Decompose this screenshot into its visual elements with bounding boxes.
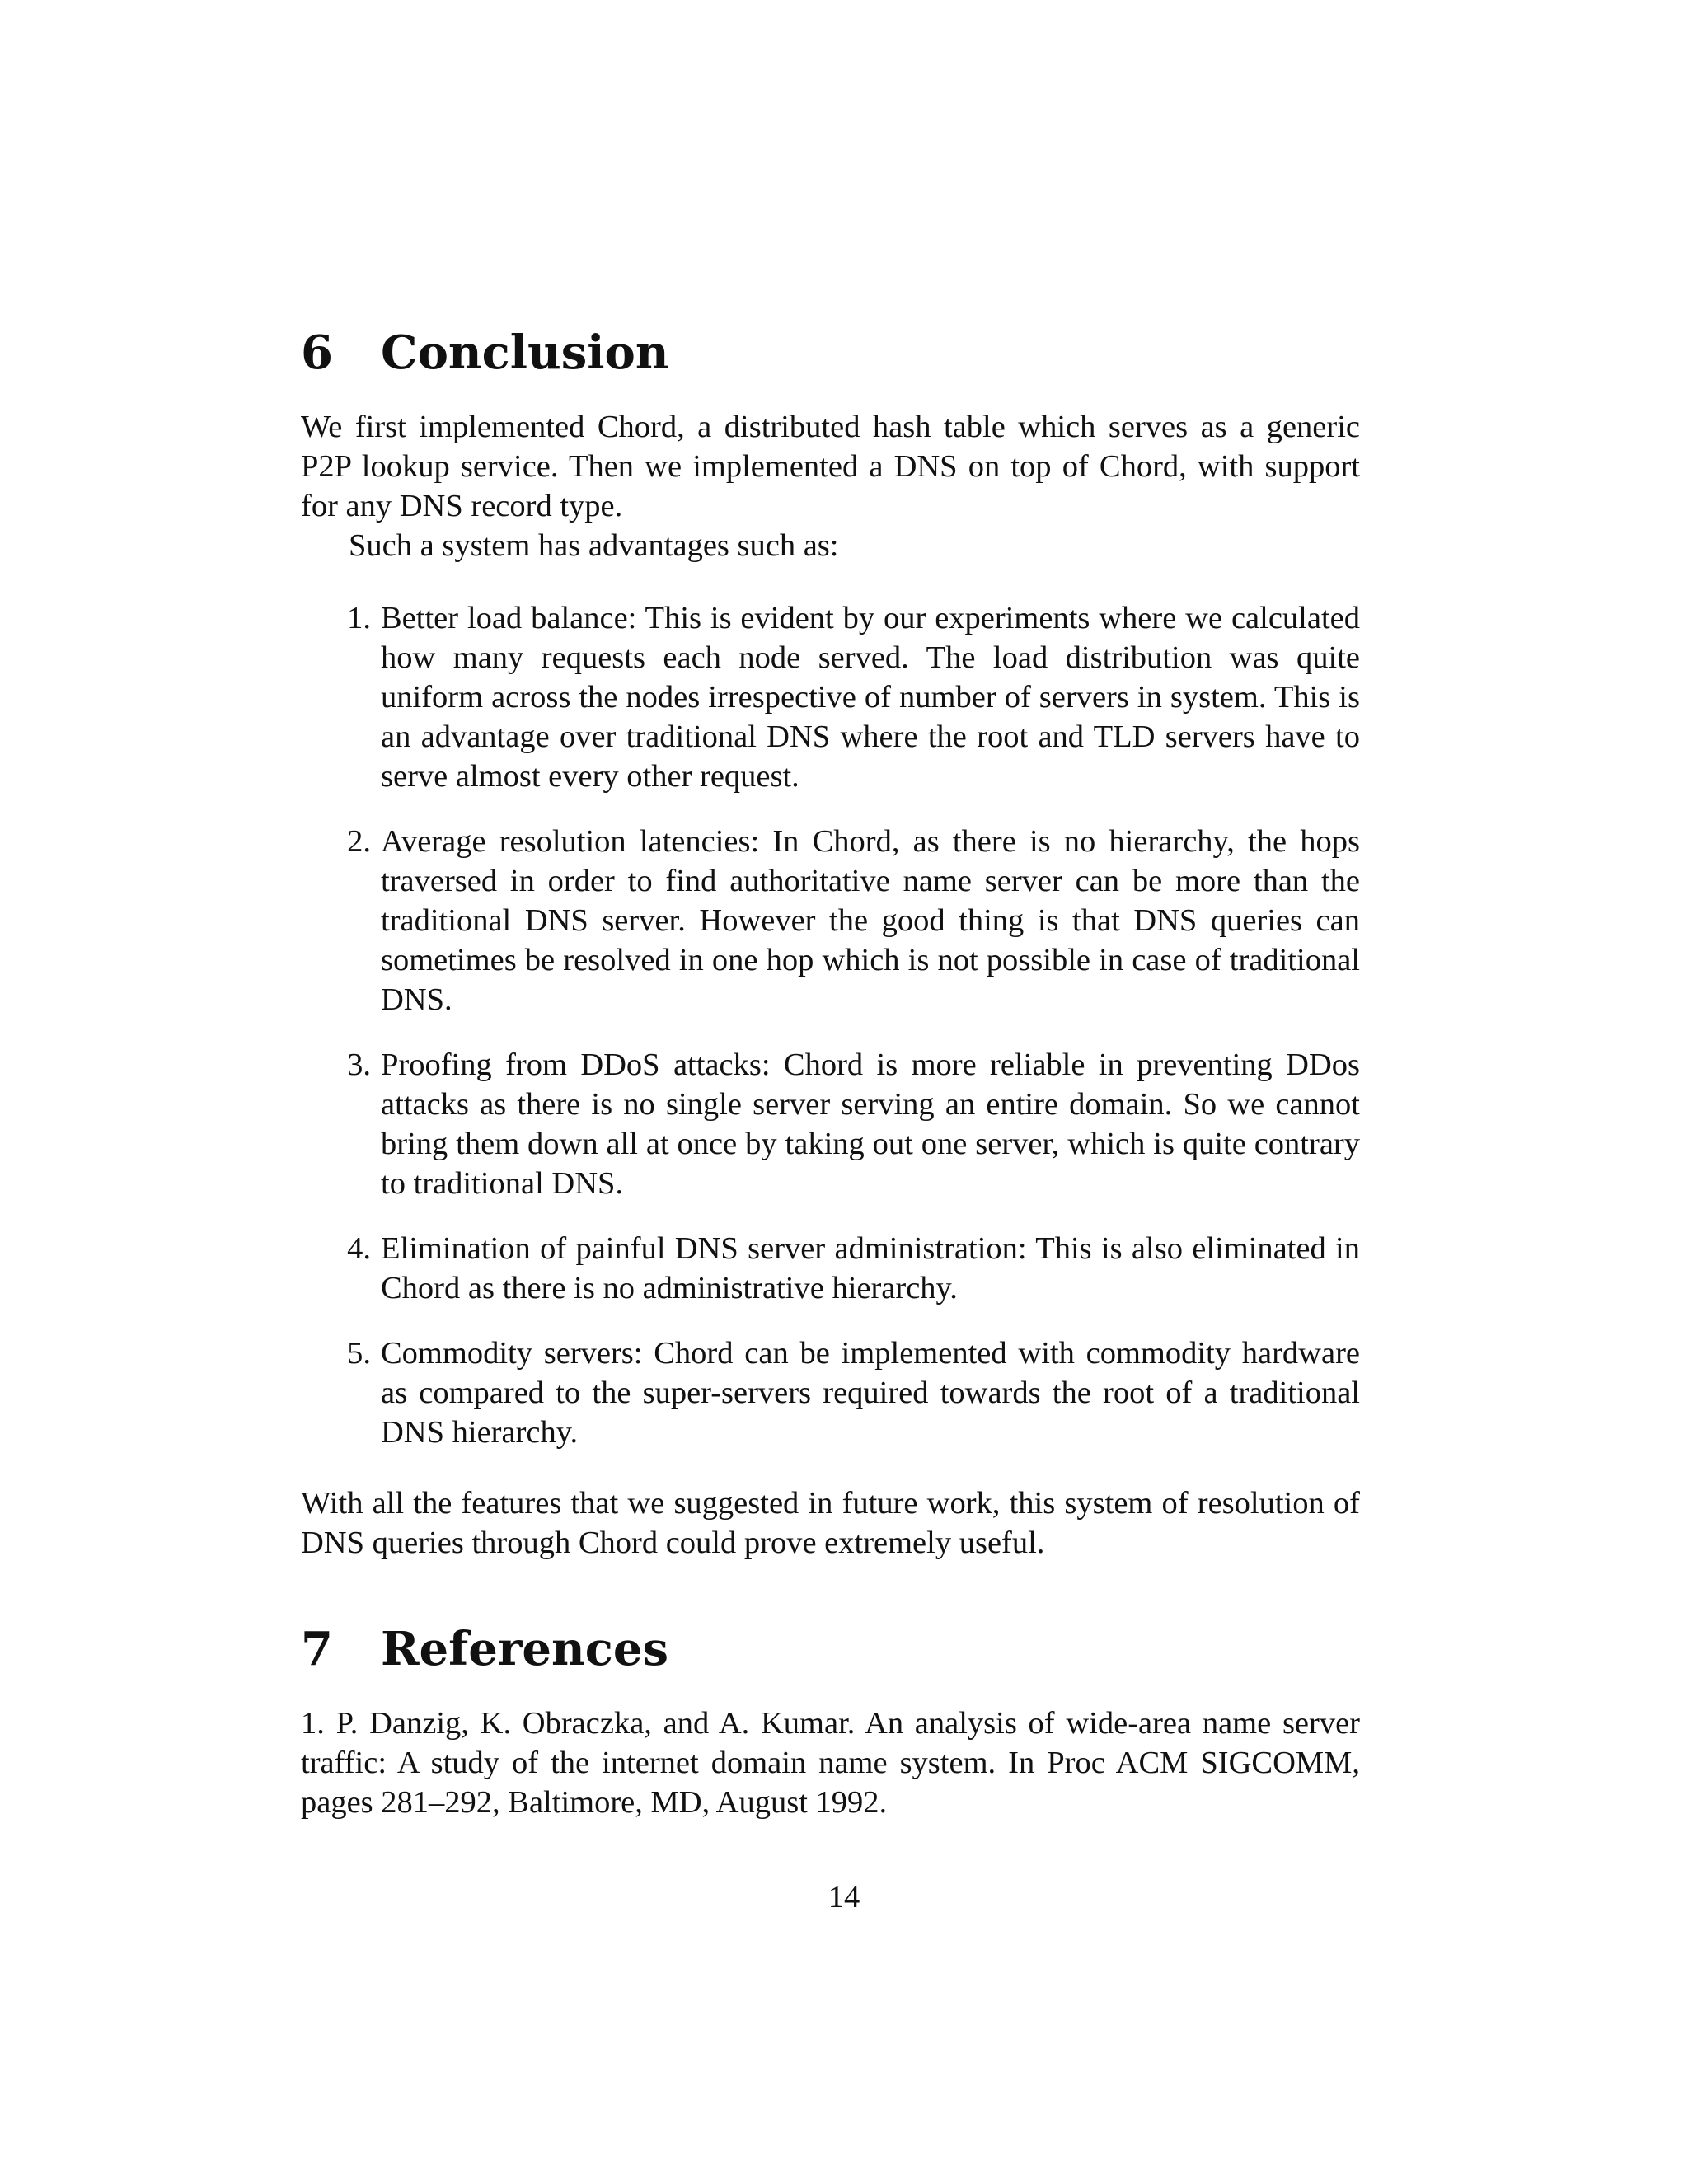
list-item-text: Better load balance: This is evident by our experiments where we calculated how many requests each node served. The load distribution was quite uniform across the nodes irrespective of number of servers in system. This is an advantage over traditional DNS where the root and TLD servers have to serve almost every other request. [381,601,1360,794]
conclusion-closing-paragraph: With all the features that we suggested in future work, this system of resolution of DNS queries through Chord could prove extremely useful. [301,1486,1360,1561]
page-number: 14 [828,1880,860,1915]
list-item-text: Proofing from DDoS attacks: Chord is more reliable in preventing DDos attacks as there is no single server serving an entire domain. So we cannot bring them down all at once by taking out one server, which is quite contrary to traditional DNS. [381,1047,1360,1202]
list-item-text: Average resolution latencies: In Chord, as there is no hierarchy, the hops traversed in order to find authoritative name server can be more than the traditional DNS server. However the good thing is that DNS queries can sometimes be resolved in one hop which is not possible in case of traditional DNS. [381,824,1360,1018]
list-item-number: 4. [347,1231,371,1267]
list-item [301,1229,1360,1308]
list-item [301,598,1360,796]
section-heading-conclusion [301,326,1360,381]
section-number: 7 [301,1622,333,1677]
section-number: 6 [301,326,333,380]
list-item-number: 1. [347,601,371,636]
page-content [301,326,1360,1822]
section-title: Conclusion [381,326,669,380]
conclusion-intro-paragraph: We first implemented Chord, a distributed hash table which serves as a generic P2P lookup service. Then we implemented a DNS on top of Chord, with support for any DNS record type. [301,410,1360,524]
reference-entry: 1. P. Danzig, K. Obraczka, and A. Kumar. An analysis of wide-area name server traffic: A study of the internet domain name system. In Proc ACM SIGCOMM, pages 281–292, Baltimore, MD, August 1992. [301,1706,1360,1821]
list-item-number: 5. [347,1336,371,1371]
list-item-text: Commodity servers: Chord can be implemented with commodity hardware as compared to the super-servers required towards the root of a traditional DNS hierarchy. [381,1336,1360,1451]
conclusion-lead-paragraph: Such a system has advantages such as: [349,528,839,564]
section-title: References [381,1622,668,1677]
list-item [301,822,1360,1019]
list-item-number: 2. [347,824,371,860]
advantages-list [301,598,1360,1452]
list-item-text: Elimination of painful DNS server administration: This is also eliminated in Chord as there is no administrative hierarchy. [381,1231,1360,1306]
list-item [301,1333,1360,1452]
section-heading-references [301,1622,1360,1677]
list-item [301,1045,1360,1203]
list-item-number: 3. [347,1047,371,1083]
